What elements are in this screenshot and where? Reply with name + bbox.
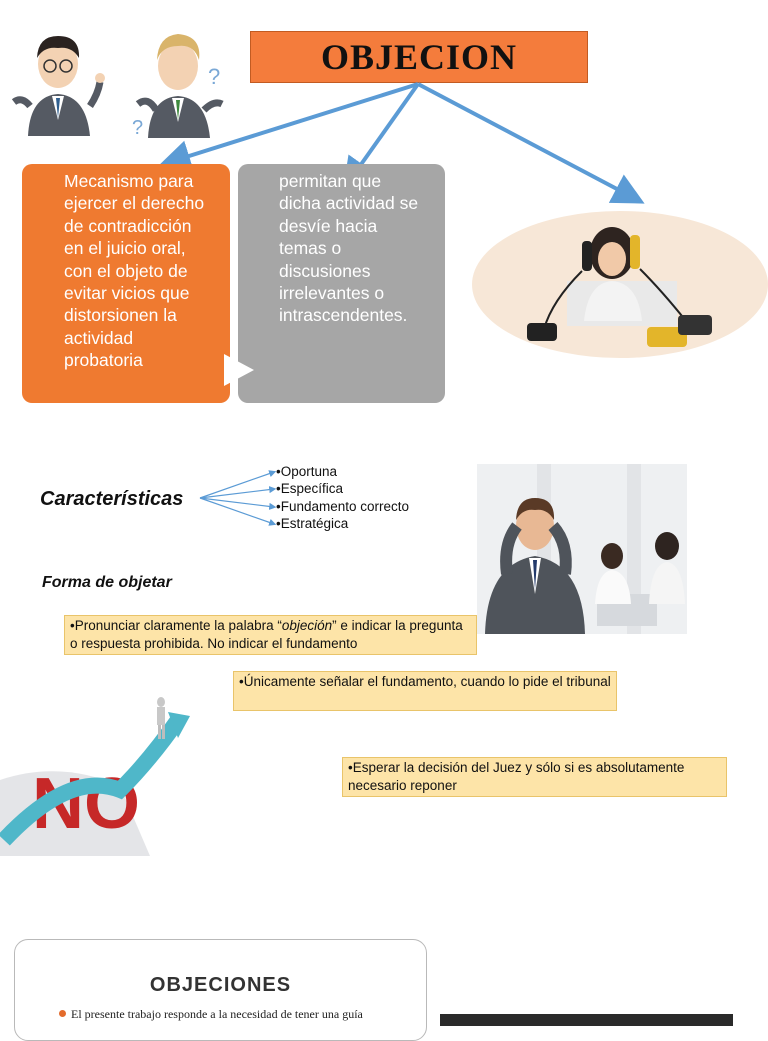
page-title: OBJECION — [320, 37, 518, 77]
definition-card — [22, 164, 230, 403]
document-preview-card — [14, 939, 427, 1041]
note-italic-word: objeción — [281, 618, 333, 633]
definition-line: Mecanismo para — [64, 171, 194, 191]
no-arrow-graphic — [0, 690, 210, 856]
svg-text:?: ? — [208, 64, 221, 89]
purpose-line: permitan que — [279, 171, 382, 191]
note-text: •Pronunciar claramente la palabra “ — [70, 618, 282, 633]
document-first-line: El presente trabajo responde a la necesidad de tener una guía — [71, 1007, 363, 1021]
objection-step-note — [64, 615, 477, 655]
characteristic-item: •Oportuna — [276, 464, 338, 479]
characteristic-item: •Específica — [276, 481, 344, 497]
objection-step-note: •Esperar la decisión del Juez y sólo si es absolutamente necesario reponer — [342, 757, 727, 797]
purpose-card — [238, 164, 445, 403]
purpose-line: irrelevantes o — [279, 283, 385, 304]
definition-line: ejercer el derecho — [64, 193, 205, 214]
definition-line: con el objeto de — [64, 260, 188, 281]
document-title: OBJECIONES — [149, 974, 292, 996]
purpose-line: discusiones — [279, 260, 371, 281]
purpose-line: desvíe hacia — [279, 215, 378, 236]
characteristics-title: Características — [40, 488, 184, 510]
stressed-woman-phones-photo — [472, 211, 768, 358]
definition-line: actividad — [64, 327, 134, 348]
definition-line: evitar vicios que — [64, 283, 190, 304]
card-connector-triangle — [222, 352, 256, 388]
arrow-to-definition — [170, 84, 418, 162]
arrow-to-photo — [418, 84, 634, 198]
purpose-line: intrascendentes. — [279, 305, 408, 326]
forma-title: Forma de objetar — [42, 574, 172, 591]
purpose-line: dicha actividad se — [279, 193, 419, 214]
characteristics-arrows — [196, 466, 278, 528]
characteristics-list — [276, 463, 409, 532]
definition-line: en el juicio oral, — [64, 238, 186, 259]
definition-line: probatoria — [64, 350, 143, 371]
characteristic-item: •Fundamento correcto — [276, 498, 410, 514]
office-man-covering-ears-photo — [477, 464, 687, 634]
svg-text:?: ? — [132, 117, 144, 139]
objection-step-note: •Únicamente señalar el fundamento, cuando lo pide el tribunal — [233, 671, 617, 711]
characteristic-item: •Estratégica — [276, 515, 349, 531]
definition-line: de contradicción — [64, 215, 192, 236]
purpose-line: temas o — [279, 238, 342, 259]
note-text: ” e indicar la pregunta o respuesta prohibida. No indicar el fundamento — [70, 618, 463, 651]
no-text: NO — [32, 764, 140, 844]
bottom-photo-strip — [440, 1014, 733, 1026]
definition-line: distorsionen la — [64, 305, 177, 326]
bullet-dot — [59, 1010, 66, 1017]
